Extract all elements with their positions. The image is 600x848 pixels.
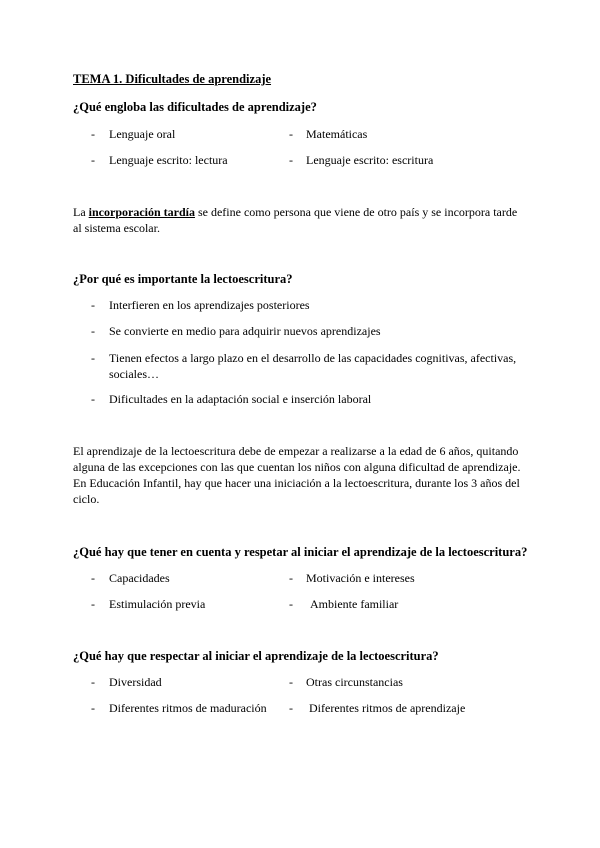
- list-item: Motivación e intereses: [306, 571, 415, 585]
- paragraph-line: ciclo.: [73, 492, 100, 506]
- paragraph-learning-age: [73, 443, 528, 507]
- bullet-dash: -: [289, 701, 293, 715]
- list-item: Lenguaje oral: [109, 127, 176, 141]
- bullet-dash: -: [91, 392, 95, 406]
- question-difficulties: ¿Qué engloba las dificultades de aprendizaje?: [73, 100, 317, 114]
- list-item-continuation: sociales…: [109, 367, 159, 381]
- bullet-dash: -: [91, 597, 95, 611]
- paragraph-line: En Educación Infantil, hay que hacer una iniciación a la lectoescritura, durante los 3 años del: [73, 476, 520, 490]
- bullet-dash: -: [289, 571, 293, 585]
- paragraph-late-incorporation: [73, 204, 528, 236]
- question-importance: ¿Por qué es importante la lectoescritura?: [73, 272, 293, 286]
- question-respect: ¿Qué hay que respectar al iniciar el aprendizaje de la lectoescritura?: [73, 649, 439, 663]
- paragraph-text: se define como persona que viene de otro país y se incorpora tarde: [194, 205, 518, 219]
- list-item: Dificultades en la adaptación social e inserción laboral: [109, 392, 372, 406]
- bullet-dash: -: [91, 153, 95, 167]
- list-item: Matemáticas: [306, 127, 368, 141]
- list-item: Diferentes ritmos de aprendizaje: [309, 701, 466, 715]
- question-consider-respect: ¿Qué hay que tener en cuenta y respetar al iniciar el aprendizaje de la lectoescritura?: [73, 545, 528, 559]
- paragraph-line: El aprendizaje de la lectoescritura debe de empezar a realizarse a la edad de 6 años, quitando: [73, 444, 519, 458]
- paragraph-line: alguna de las excepciones con las que cuentan los niños con alguna dificultad de aprendizaje.: [73, 460, 521, 474]
- paragraph-prefix: La: [73, 205, 89, 219]
- bullet-dash: -: [91, 701, 95, 715]
- list-item: Interfieren en los aprendizajes posteriores: [109, 298, 310, 312]
- bullet-dash: -: [91, 324, 95, 338]
- list-item: Ambiente familiar: [310, 597, 399, 611]
- bullet-dash: -: [91, 298, 95, 312]
- bullet-dash: -: [91, 127, 95, 141]
- bullet-dash: -: [91, 675, 95, 689]
- paragraph-line: al sistema escolar.: [73, 221, 160, 235]
- highlight-term: incorporación tardía: [88, 205, 195, 219]
- bullet-dash: -: [91, 571, 95, 585]
- list-item: Capacidades: [109, 571, 170, 585]
- list-item: Estimulación previa: [109, 597, 206, 611]
- list-item: Otras circunstancias: [306, 675, 403, 689]
- bullet-dash: -: [289, 597, 293, 611]
- bullet-dash: -: [91, 351, 95, 365]
- list-item: Se convierte en medio para adquirir nuevos aprendizajes: [109, 324, 381, 338]
- bullet-dash: -: [289, 127, 293, 141]
- page-title: TEMA 1. Dificultades de aprendizaje: [73, 72, 272, 86]
- list-item: Lenguaje escrito: escritura: [306, 153, 434, 167]
- list-item: Tienen efectos a largo plazo en el desarrollo de las capacidades cognitivas, afectivas,: [109, 351, 517, 365]
- bullet-dash: -: [289, 153, 293, 167]
- paragraph-line: [73, 204, 528, 220]
- list-item: Lenguaje escrito: lectura: [109, 153, 228, 167]
- list-item: Diferentes ritmos de maduración: [109, 701, 267, 715]
- list-item: Diversidad: [109, 675, 162, 689]
- bullet-dash: -: [289, 675, 293, 689]
